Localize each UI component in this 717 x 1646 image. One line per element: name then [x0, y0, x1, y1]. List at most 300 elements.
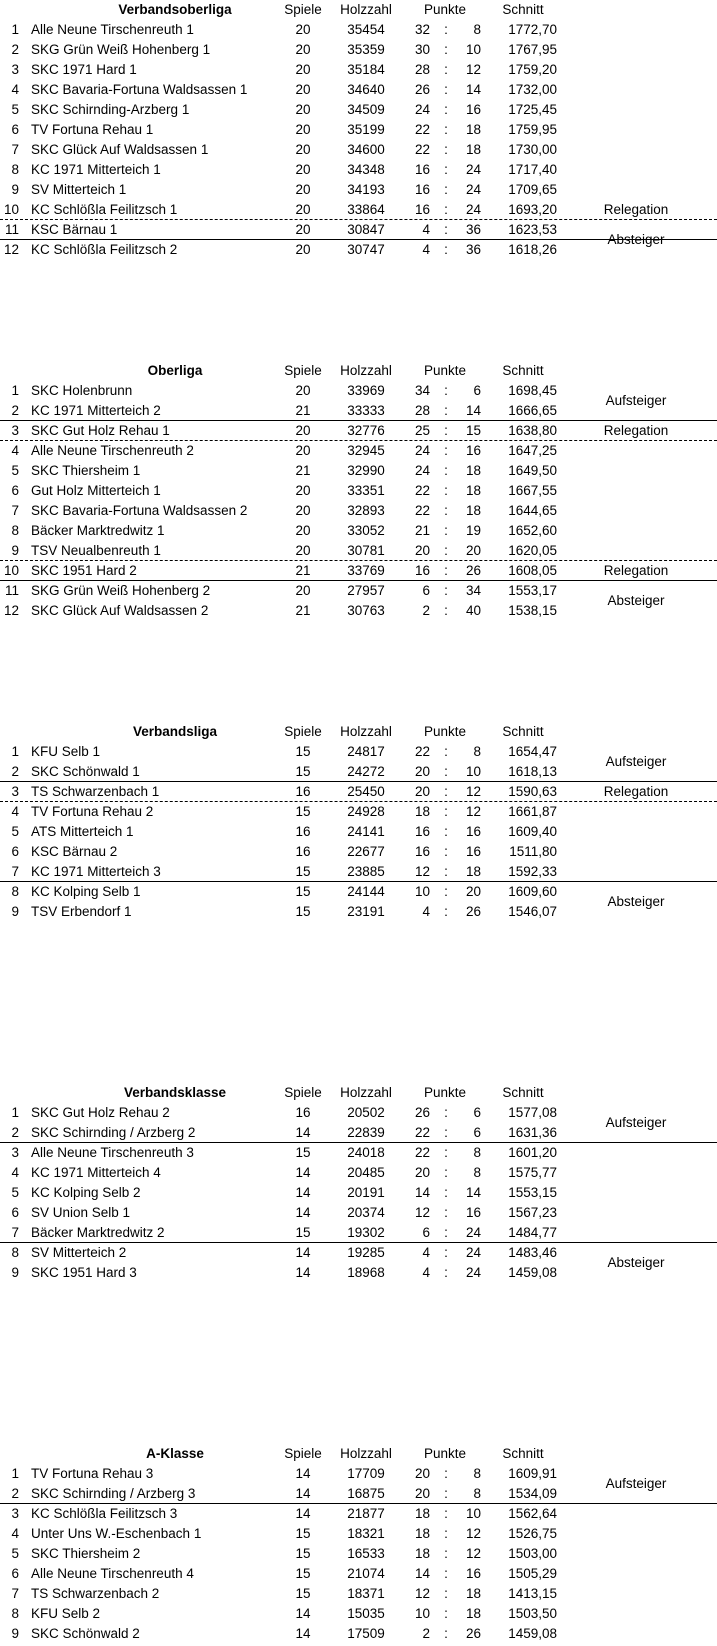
- average: 1534,09: [508, 1486, 557, 1501]
- games-played: 15: [295, 884, 311, 899]
- wood-count: 34348: [347, 162, 385, 177]
- header-points: Punkte: [423, 724, 467, 739]
- games-played: 20: [295, 523, 311, 538]
- average: 1666,65: [508, 403, 557, 418]
- points-plus: 22: [414, 483, 430, 498]
- team-name: KC Schlößla Feilitzsch 1: [31, 202, 178, 217]
- table-header: [0, 722, 717, 742]
- points-minus: 10: [465, 764, 481, 779]
- average: 1562,64: [508, 1506, 557, 1521]
- rank: 10: [3, 202, 19, 217]
- header-wood: Holzzahl: [340, 1446, 392, 1461]
- rank: 2: [11, 1486, 19, 1501]
- average: 1608,05: [508, 563, 557, 578]
- header-wood: Holzzahl: [340, 724, 392, 739]
- games-played: 21: [295, 603, 311, 618]
- games-played: 15: [295, 1546, 311, 1561]
- points-plus: 25: [414, 423, 430, 438]
- rank: 10: [3, 563, 19, 578]
- points-minus: 36: [465, 242, 481, 257]
- rank: 7: [11, 864, 19, 879]
- points-minus: 16: [465, 1566, 481, 1581]
- table-row: [0, 842, 717, 862]
- points-separator: :: [444, 884, 448, 899]
- points-minus: 36: [465, 222, 481, 237]
- average: 1618,26: [508, 242, 557, 257]
- rank: 3: [11, 62, 19, 77]
- points-separator: :: [444, 1506, 448, 1521]
- average: 1459,08: [508, 1626, 557, 1641]
- points-plus: 20: [414, 543, 430, 558]
- wood-count: 20191: [347, 1185, 385, 1200]
- status-note: Aufsteiger: [605, 1476, 667, 1491]
- points-minus: 8: [473, 744, 481, 759]
- table-row: [0, 822, 717, 842]
- points-separator: :: [444, 1145, 448, 1160]
- average: 1459,08: [508, 1265, 557, 1280]
- rank: 3: [11, 1506, 19, 1521]
- wood-count: 18968: [347, 1265, 385, 1280]
- status-note: Absteiger: [607, 1255, 665, 1270]
- points-minus: 12: [465, 1546, 481, 1561]
- rank: 12: [3, 603, 19, 618]
- team-name: SKC Schirnding-Arzberg 1: [31, 102, 190, 117]
- table-row: [0, 1183, 717, 1203]
- team-name: SKC Schirnding / Arzberg 2: [31, 1125, 196, 1140]
- table-row: [0, 1584, 717, 1604]
- average: 1709,65: [508, 182, 557, 197]
- team-name: TV Fortuna Rehau 1: [31, 122, 154, 137]
- wood-count: 23885: [347, 864, 385, 879]
- average: 1647,25: [508, 443, 557, 458]
- team-name: SKC Schönwald 2: [31, 1626, 140, 1641]
- points-plus: 4: [422, 242, 430, 257]
- wood-count: 34509: [347, 102, 385, 117]
- rank: 6: [11, 122, 19, 137]
- dashed-divider: [0, 801, 717, 802]
- points-plus: 22: [414, 1145, 430, 1160]
- points-minus: 8: [473, 1165, 481, 1180]
- points-separator: :: [444, 483, 448, 498]
- points-plus: 18: [414, 804, 430, 819]
- solid-divider: [0, 580, 717, 581]
- points-minus: 20: [465, 884, 481, 899]
- points-separator: :: [444, 543, 448, 558]
- games-played: 20: [295, 142, 311, 157]
- average: 1609,91: [508, 1466, 557, 1481]
- points-separator: :: [444, 824, 448, 839]
- rank: 5: [11, 463, 19, 478]
- team-name: TV Fortuna Rehau 2: [31, 804, 154, 819]
- points-minus: 24: [465, 182, 481, 197]
- team-name: SV Mitterteich 1: [31, 182, 127, 197]
- wood-count: 21074: [347, 1566, 385, 1581]
- team-name: KC 1971 Mitterteich 3: [31, 864, 161, 879]
- points-plus: 14: [414, 1185, 430, 1200]
- points-separator: :: [444, 1466, 448, 1481]
- wood-count: 33969: [347, 383, 385, 398]
- solid-divider: [0, 420, 717, 421]
- table-row: [0, 1223, 717, 1243]
- rank: 9: [11, 182, 19, 197]
- points-separator: :: [444, 764, 448, 779]
- points-plus: 16: [414, 162, 430, 177]
- points-minus: 6: [473, 1105, 481, 1120]
- average: 1698,45: [508, 383, 557, 398]
- table-row: [0, 481, 717, 501]
- rank: 4: [11, 804, 19, 819]
- team-name: TS Schwarzenbach 1: [31, 784, 160, 799]
- rank: 2: [11, 1125, 19, 1140]
- games-played: 21: [295, 563, 311, 578]
- table-row: [0, 1143, 717, 1163]
- points-plus: 14: [414, 1566, 430, 1581]
- rank: 1: [11, 22, 19, 37]
- wood-count: 35359: [347, 42, 385, 57]
- wood-count: 20502: [347, 1105, 385, 1120]
- rank: 1: [11, 1466, 19, 1481]
- points-minus: 8: [473, 22, 481, 37]
- points-separator: :: [444, 222, 448, 237]
- games-played: 16: [295, 844, 311, 859]
- points-separator: :: [444, 1526, 448, 1541]
- table-row: [0, 541, 717, 561]
- points-plus: 6: [422, 1225, 430, 1240]
- wood-count: 24018: [347, 1145, 385, 1160]
- header-points: Punkte: [423, 1085, 467, 1100]
- points-separator: :: [444, 784, 448, 799]
- team-name: TS Schwarzenbach 2: [31, 1586, 160, 1601]
- rank: 8: [11, 1606, 19, 1621]
- points-minus: 19: [465, 523, 481, 538]
- points-minus: 14: [465, 82, 481, 97]
- games-played: 14: [295, 1165, 311, 1180]
- solid-divider: [0, 1242, 717, 1243]
- average: 1592,33: [508, 864, 557, 879]
- wood-count: 20485: [347, 1165, 385, 1180]
- points-separator: :: [444, 22, 448, 37]
- header-average: Schnitt: [502, 724, 544, 739]
- games-played: 14: [295, 1245, 311, 1260]
- header-points: Punkte: [423, 2, 467, 17]
- solid-divider: [0, 881, 717, 882]
- average: 1609,60: [508, 884, 557, 899]
- games-played: 16: [295, 1105, 311, 1120]
- wood-count: 30847: [347, 222, 385, 237]
- average: 1567,23: [508, 1205, 557, 1220]
- team-name: SKG Grün Weiß Hohenberg 2: [31, 583, 211, 598]
- games-played: 20: [295, 22, 311, 37]
- team-name: SKC Gut Holz Rehau 2: [31, 1105, 170, 1120]
- wood-count: 24272: [347, 764, 385, 779]
- points-plus: 20: [414, 764, 430, 779]
- team-name: KC 1971 Mitterteich 2: [31, 403, 161, 418]
- games-played: 20: [295, 483, 311, 498]
- average: 1759,95: [508, 122, 557, 137]
- solid-divider: [0, 1503, 717, 1504]
- header-points: Punkte: [423, 363, 467, 378]
- points-minus: 14: [465, 1185, 481, 1200]
- average: 1772,70: [508, 22, 557, 37]
- games-played: 20: [295, 583, 311, 598]
- points-separator: :: [444, 603, 448, 618]
- rank: 1: [11, 744, 19, 759]
- team-name: SKC Glück Auf Waldsassen 2: [31, 603, 209, 618]
- points-separator: :: [444, 804, 448, 819]
- average: 1546,07: [508, 904, 557, 919]
- points-separator: :: [444, 142, 448, 157]
- points-separator: :: [444, 1546, 448, 1561]
- points-plus: 21: [414, 523, 430, 538]
- rank: 3: [11, 423, 19, 438]
- games-played: 20: [295, 102, 311, 117]
- points-minus: 10: [465, 1506, 481, 1521]
- games-played: 20: [295, 423, 311, 438]
- team-name: Alle Neune Tirschenreuth 1: [31, 22, 194, 37]
- table-row: [0, 1203, 717, 1223]
- games-played: 14: [295, 1205, 311, 1220]
- games-played: 20: [295, 42, 311, 57]
- wood-count: 34600: [347, 142, 385, 157]
- points-minus: 26: [465, 563, 481, 578]
- games-played: 15: [295, 864, 311, 879]
- wood-count: 27957: [347, 583, 385, 598]
- games-played: 20: [295, 383, 311, 398]
- points-plus: 28: [414, 62, 430, 77]
- table-row: [0, 521, 717, 541]
- team-name: KC Schlößla Feilitzsch 3: [31, 1506, 178, 1521]
- points-separator: :: [444, 904, 448, 919]
- points-plus: 10: [414, 884, 430, 899]
- rank: 8: [11, 523, 19, 538]
- points-minus: 24: [465, 1265, 481, 1280]
- status-note: Aufsteiger: [605, 1115, 667, 1130]
- games-played: 20: [295, 162, 311, 177]
- dashed-divider: [0, 219, 717, 220]
- team-name: KC Kolping Selb 1: [31, 884, 141, 899]
- wood-count: 16533: [347, 1546, 385, 1561]
- team-name: SKC Thiersheim 2: [31, 1546, 141, 1561]
- team-name: SKC Bavaria-Fortuna Waldsassen 1: [31, 82, 248, 97]
- points-plus: 22: [414, 1125, 430, 1140]
- points-separator: :: [444, 1586, 448, 1601]
- rank: 1: [11, 1105, 19, 1120]
- average: 1759,20: [508, 62, 557, 77]
- games-played: 14: [295, 1185, 311, 1200]
- wood-count: 32893: [347, 503, 385, 518]
- wood-count: 23191: [347, 904, 385, 919]
- table-row: [0, 441, 717, 461]
- games-played: 14: [295, 1626, 311, 1641]
- league-table: [0, 361, 717, 621]
- team-name: SKC Thiersheim 1: [31, 463, 141, 478]
- games-played: 20: [295, 242, 311, 257]
- points-separator: :: [444, 1566, 448, 1581]
- table-header: [0, 0, 717, 20]
- points-separator: :: [444, 122, 448, 137]
- rank: 12: [3, 242, 19, 257]
- status-note: Absteiger: [607, 894, 665, 909]
- team-name: Unter Uns W.-Eschenbach 1: [31, 1526, 202, 1541]
- points-separator: :: [444, 443, 448, 458]
- average: 1620,05: [508, 543, 557, 558]
- games-played: 21: [295, 463, 311, 478]
- points-plus: 24: [414, 463, 430, 478]
- wood-count: 19285: [347, 1245, 385, 1260]
- points-separator: :: [444, 1486, 448, 1501]
- points-minus: 15: [465, 423, 481, 438]
- games-played: 14: [295, 1486, 311, 1501]
- points-plus: 26: [414, 1105, 430, 1120]
- rank: 4: [11, 1526, 19, 1541]
- header-wood: Holzzahl: [340, 1085, 392, 1100]
- wood-count: 33052: [347, 523, 385, 538]
- points-separator: :: [444, 42, 448, 57]
- points-minus: 18: [465, 463, 481, 478]
- points-minus: 24: [465, 1225, 481, 1240]
- table-row: [0, 1504, 717, 1524]
- wood-count: 32945: [347, 443, 385, 458]
- points-minus: 18: [465, 142, 481, 157]
- points-separator: :: [444, 1205, 448, 1220]
- points-minus: 40: [465, 603, 481, 618]
- points-separator: :: [444, 503, 448, 518]
- average: 1667,55: [508, 483, 557, 498]
- points-separator: :: [444, 1125, 448, 1140]
- average: 1511,80: [509, 844, 557, 859]
- average: 1652,60: [508, 523, 557, 538]
- points-plus: 4: [422, 904, 430, 919]
- average: 1661,87: [508, 804, 557, 819]
- average: 1526,75: [508, 1526, 557, 1541]
- rank: 4: [11, 1165, 19, 1180]
- games-played: 20: [295, 62, 311, 77]
- team-name: SKC 1951 Hard 3: [31, 1265, 137, 1280]
- points-plus: 4: [422, 1245, 430, 1260]
- rank: 5: [11, 102, 19, 117]
- games-played: 15: [295, 1566, 311, 1581]
- average: 1638,80: [508, 423, 557, 438]
- wood-count: 34193: [347, 182, 385, 197]
- wood-count: 35184: [347, 62, 385, 77]
- points-plus: 4: [422, 222, 430, 237]
- average: 1725,45: [508, 102, 557, 117]
- team-name: KC Kolping Selb 2: [31, 1185, 141, 1200]
- wood-count: 33769: [347, 563, 385, 578]
- wood-count: 22839: [347, 1125, 385, 1140]
- points-separator: :: [444, 563, 448, 578]
- rank: 3: [11, 784, 19, 799]
- wood-count: 20374: [347, 1205, 385, 1220]
- rank: 2: [11, 764, 19, 779]
- points-separator: :: [444, 1626, 448, 1641]
- average: 1631,36: [508, 1125, 557, 1140]
- table-row: [0, 1604, 717, 1624]
- rank: 9: [11, 904, 19, 919]
- average: 1767,95: [508, 42, 557, 57]
- points-minus: 16: [465, 102, 481, 117]
- points-plus: 22: [414, 744, 430, 759]
- points-minus: 18: [465, 1606, 481, 1621]
- average: 1505,29: [508, 1566, 557, 1581]
- wood-count: 32990: [347, 463, 385, 478]
- points-separator: :: [444, 1245, 448, 1260]
- rank: 4: [11, 82, 19, 97]
- average: 1732,00: [508, 82, 557, 97]
- points-plus: 28: [414, 403, 430, 418]
- points-plus: 34: [414, 383, 430, 398]
- rank: 8: [11, 1245, 19, 1260]
- wood-count: 21877: [347, 1506, 385, 1521]
- team-name: KC 1971 Mitterteich 1: [31, 162, 161, 177]
- rank: 5: [11, 1185, 19, 1200]
- points-separator: :: [444, 162, 448, 177]
- team-name: SKC Holenbrunn: [31, 383, 133, 398]
- games-played: 20: [295, 182, 311, 197]
- points-minus: 10: [465, 42, 481, 57]
- header-average: Schnitt: [502, 2, 544, 17]
- header-games: Spiele: [284, 724, 322, 739]
- points-separator: :: [444, 202, 448, 217]
- points-plus: 18: [414, 1506, 430, 1521]
- wood-count: 25450: [347, 784, 385, 799]
- points-minus: 26: [465, 904, 481, 919]
- points-minus: 18: [465, 122, 481, 137]
- wood-count: 35199: [347, 122, 385, 137]
- points-minus: 6: [473, 1125, 481, 1140]
- average: 1413,15: [508, 1586, 557, 1601]
- wood-count: 34640: [347, 82, 385, 97]
- status-note: Relegation: [603, 784, 669, 799]
- points-separator: :: [444, 844, 448, 859]
- team-name: TSV Erbendorf 1: [31, 904, 132, 919]
- team-name: KSC Bärnau 2: [31, 844, 118, 859]
- points-minus: 20: [465, 543, 481, 558]
- wood-count: 30763: [347, 603, 385, 618]
- games-played: 15: [295, 904, 311, 919]
- header-games: Spiele: [284, 1085, 322, 1100]
- points-plus: 24: [414, 102, 430, 117]
- team-name: SKC Glück Auf Waldsassen 1: [31, 142, 209, 157]
- points-minus: 12: [465, 1526, 481, 1541]
- points-separator: :: [444, 1105, 448, 1120]
- games-played: 15: [295, 804, 311, 819]
- rank: 7: [11, 142, 19, 157]
- rank: 8: [11, 884, 19, 899]
- points-separator: :: [444, 242, 448, 257]
- points-plus: 24: [414, 443, 430, 458]
- status-note: Relegation: [603, 423, 669, 438]
- league-title: Verbandsklasse: [123, 1085, 227, 1100]
- points-minus: 18: [465, 483, 481, 498]
- table-row: [0, 461, 717, 481]
- table-header: [0, 1083, 717, 1103]
- average: 1577,08: [508, 1105, 557, 1120]
- games-played: 15: [295, 744, 311, 759]
- wood-count: 24817: [347, 744, 385, 759]
- solid-divider: [0, 1142, 717, 1143]
- table-header: [0, 1444, 717, 1464]
- table-row: [0, 60, 717, 80]
- points-separator: :: [444, 1225, 448, 1240]
- rank: 11: [4, 583, 19, 598]
- points-minus: 12: [465, 784, 481, 799]
- points-separator: :: [444, 744, 448, 759]
- team-name: Alle Neune Tirschenreuth 4: [31, 1566, 194, 1581]
- points-separator: :: [444, 423, 448, 438]
- table-row: [0, 1564, 717, 1584]
- table-row: [0, 1524, 717, 1544]
